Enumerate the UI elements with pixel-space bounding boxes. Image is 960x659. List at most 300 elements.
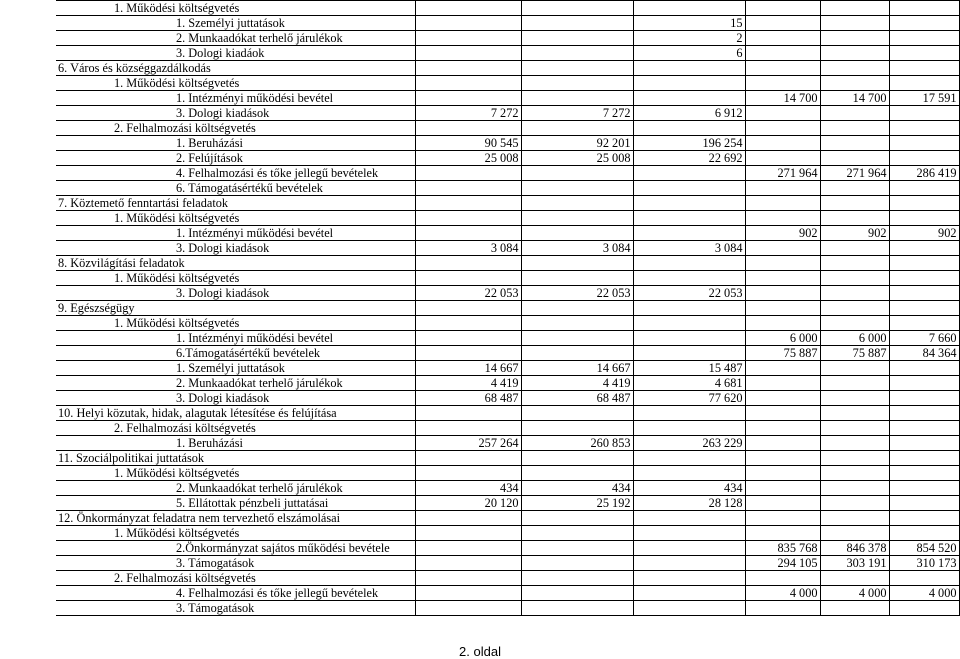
amount-cell: 68 487 <box>415 391 521 406</box>
row-label: 8. Közvilágítási feladatok <box>56 256 415 271</box>
table-row <box>56 106 959 121</box>
amount-cell <box>633 301 745 316</box>
row-label: 1. Működési költségvetés <box>56 526 415 541</box>
table-row <box>56 571 959 586</box>
table-row <box>56 286 959 301</box>
table-row <box>56 76 959 91</box>
amount-cell <box>633 586 745 601</box>
amount-cell <box>820 601 889 616</box>
amount-cell <box>521 226 633 241</box>
table-row <box>56 61 959 76</box>
table-row <box>56 241 959 256</box>
table-row <box>56 301 959 316</box>
amount-cell <box>889 526 959 541</box>
amount-cell <box>889 316 959 331</box>
table-row <box>56 541 959 556</box>
amount-cell <box>889 286 959 301</box>
amount-cell <box>745 511 820 526</box>
amount-cell <box>745 31 820 46</box>
amount-cell <box>889 436 959 451</box>
amount-cell <box>889 256 959 271</box>
amount-cell <box>745 316 820 331</box>
row-label: 3. Támogatások <box>56 601 415 616</box>
amount-cell <box>415 451 521 466</box>
row-label: 1. Működési költségvetés <box>56 1 415 16</box>
amount-cell <box>820 256 889 271</box>
amount-cell: 92 201 <box>521 136 633 151</box>
amount-cell: 4 419 <box>521 376 633 391</box>
amount-cell <box>820 376 889 391</box>
amount-cell: 286 419 <box>889 166 959 181</box>
amount-cell <box>745 376 820 391</box>
table-row <box>56 511 959 526</box>
table-row <box>56 316 959 331</box>
amount-cell <box>633 406 745 421</box>
amount-cell <box>889 481 959 496</box>
amount-cell <box>415 346 521 361</box>
amount-cell <box>415 31 521 46</box>
amount-cell <box>521 301 633 316</box>
amount-cell <box>745 1 820 16</box>
amount-cell: 68 487 <box>521 391 633 406</box>
amount-cell <box>889 376 959 391</box>
amount-cell <box>633 166 745 181</box>
amount-cell <box>415 526 521 541</box>
row-label: 3. Támogatások <box>56 556 415 571</box>
amount-cell <box>521 466 633 481</box>
amount-cell <box>415 16 521 31</box>
amount-cell: 902 <box>889 226 959 241</box>
table-row <box>56 361 959 376</box>
table-row <box>56 166 959 181</box>
amount-cell <box>889 136 959 151</box>
amount-cell <box>415 571 521 586</box>
amount-cell <box>521 61 633 76</box>
amount-cell <box>745 106 820 121</box>
amount-cell <box>521 526 633 541</box>
amount-cell: 4 000 <box>745 586 820 601</box>
row-label: 6. Támogatásértékű bevételek <box>56 181 415 196</box>
row-label: 1. Intézményi működési bevétel <box>56 91 415 106</box>
amount-cell <box>415 406 521 421</box>
amount-cell: 6 000 <box>820 331 889 346</box>
amount-cell <box>415 271 521 286</box>
table-row <box>56 586 959 601</box>
table-row <box>56 556 959 571</box>
table-row <box>56 16 959 31</box>
amount-cell: 4 419 <box>415 376 521 391</box>
table-row <box>56 121 959 136</box>
amount-cell <box>521 331 633 346</box>
amount-cell: 7 272 <box>415 106 521 121</box>
amount-cell <box>633 61 745 76</box>
amount-cell <box>415 556 521 571</box>
amount-cell <box>415 91 521 106</box>
amount-cell <box>521 91 633 106</box>
table-row <box>56 601 959 616</box>
amount-cell: 4 000 <box>889 586 959 601</box>
row-label: 10. Helyi közutak, hidak, alagutak létesítése és felújítása <box>56 406 415 421</box>
row-label: 12. Önkormányzat feladatra nem tervezhető elszámolásai <box>56 511 415 526</box>
amount-cell <box>820 136 889 151</box>
row-label: 2. Munkaadókat terhelő járulékok <box>56 31 415 46</box>
amount-cell: 17 591 <box>889 91 959 106</box>
amount-cell <box>521 46 633 61</box>
amount-cell: 2 <box>633 31 745 46</box>
amount-cell <box>820 421 889 436</box>
amount-cell <box>889 466 959 481</box>
amount-cell <box>820 451 889 466</box>
amount-cell <box>415 541 521 556</box>
amount-cell: 22 053 <box>633 286 745 301</box>
amount-cell <box>889 511 959 526</box>
amount-cell: 310 173 <box>889 556 959 571</box>
amount-cell <box>820 211 889 226</box>
amount-cell: 14 700 <box>745 91 820 106</box>
amount-cell <box>820 46 889 61</box>
amount-cell: 835 768 <box>745 541 820 556</box>
amount-cell <box>633 76 745 91</box>
amount-cell <box>889 601 959 616</box>
amount-cell <box>820 271 889 286</box>
row-label: 3. Dologi kiadáok <box>56 46 415 61</box>
amount-cell <box>745 121 820 136</box>
table-row <box>56 271 959 286</box>
amount-cell <box>889 46 959 61</box>
amount-cell <box>415 61 521 76</box>
amount-cell <box>820 466 889 481</box>
amount-cell <box>889 16 959 31</box>
row-label: 3. Dologi kiadások <box>56 106 415 121</box>
amount-cell: 25 008 <box>521 151 633 166</box>
amount-cell <box>521 166 633 181</box>
amount-cell <box>633 211 745 226</box>
amount-cell <box>415 316 521 331</box>
amount-cell <box>745 76 820 91</box>
amount-cell <box>745 196 820 211</box>
amount-cell <box>889 76 959 91</box>
amount-cell <box>889 61 959 76</box>
table-row <box>56 481 959 496</box>
amount-cell <box>521 256 633 271</box>
amount-cell: 7 272 <box>521 106 633 121</box>
amount-cell <box>889 301 959 316</box>
row-label: 2. Felújítások <box>56 151 415 166</box>
table-row <box>56 346 959 361</box>
amount-cell <box>889 391 959 406</box>
amount-cell <box>521 556 633 571</box>
amount-cell <box>521 571 633 586</box>
amount-cell <box>820 481 889 496</box>
amount-cell <box>820 61 889 76</box>
amount-cell <box>889 571 959 586</box>
amount-cell <box>745 406 820 421</box>
row-label: 1. Működési költségvetés <box>56 271 415 286</box>
amount-cell <box>521 16 633 31</box>
amount-cell <box>745 571 820 586</box>
amount-cell <box>820 436 889 451</box>
amount-cell <box>521 586 633 601</box>
amount-cell: 6 000 <box>745 331 820 346</box>
amount-cell <box>820 31 889 46</box>
amount-cell <box>820 286 889 301</box>
amount-cell: 22 692 <box>633 151 745 166</box>
amount-cell <box>889 421 959 436</box>
amount-cell <box>633 316 745 331</box>
amount-cell <box>889 406 959 421</box>
table-row <box>56 136 959 151</box>
amount-cell <box>521 451 633 466</box>
row-label: 11. Szociálpolitikai juttatások <box>56 451 415 466</box>
amount-cell: 90 545 <box>415 136 521 151</box>
table-row <box>56 331 959 346</box>
row-label: 2. Felhalmozási költségvetés <box>56 121 415 136</box>
table-row <box>56 211 959 226</box>
row-label: 1. Működési költségvetés <box>56 211 415 226</box>
amount-cell <box>820 241 889 256</box>
amount-cell: 3 084 <box>633 241 745 256</box>
amount-cell <box>521 541 633 556</box>
amount-cell <box>889 211 959 226</box>
amount-cell <box>745 271 820 286</box>
budget-table <box>56 0 960 616</box>
amount-cell: 28 128 <box>633 496 745 511</box>
amount-cell <box>820 76 889 91</box>
amount-cell <box>889 151 959 166</box>
table-row <box>56 1 959 16</box>
amount-cell <box>745 466 820 481</box>
amount-cell: 6 912 <box>633 106 745 121</box>
row-label: 1. Személyi juttatások <box>56 361 415 376</box>
row-label: 4. Felhalmozási és tőke jellegű bevételek <box>56 166 415 181</box>
row-label: 6. Város és községgazdálkodás <box>56 61 415 76</box>
amount-cell <box>415 76 521 91</box>
amount-cell <box>633 526 745 541</box>
amount-cell <box>633 466 745 481</box>
amount-cell <box>889 1 959 16</box>
table-row <box>56 496 959 511</box>
amount-cell <box>415 256 521 271</box>
amount-cell <box>415 211 521 226</box>
amount-cell <box>521 346 633 361</box>
amount-cell: 196 254 <box>633 136 745 151</box>
amount-cell <box>633 271 745 286</box>
amount-cell <box>745 391 820 406</box>
amount-cell <box>521 421 633 436</box>
row-label: 2. Munkaadókat terhelő járulékok <box>56 481 415 496</box>
row-label: 2. Felhalmozási költségvetés <box>56 421 415 436</box>
amount-cell <box>889 496 959 511</box>
table-row <box>56 406 959 421</box>
amount-cell <box>633 421 745 436</box>
row-label: 4. Felhalmozási és tőke jellegű bevételek <box>56 586 415 601</box>
table-row <box>56 181 959 196</box>
budget-table-body <box>56 1 959 616</box>
row-label: 1. Működési költségvetés <box>56 316 415 331</box>
amount-cell <box>820 1 889 16</box>
amount-cell <box>820 511 889 526</box>
row-label: 1. Működési költségvetés <box>56 76 415 91</box>
amount-cell <box>820 151 889 166</box>
table-row <box>56 526 959 541</box>
amount-cell <box>745 136 820 151</box>
table-row <box>56 391 959 406</box>
amount-cell <box>521 511 633 526</box>
amount-cell <box>633 511 745 526</box>
amount-cell <box>521 1 633 16</box>
amount-cell <box>745 481 820 496</box>
amount-cell: 257 264 <box>415 436 521 451</box>
amount-cell <box>415 466 521 481</box>
amount-cell <box>521 406 633 421</box>
amount-cell <box>415 511 521 526</box>
amount-cell <box>745 301 820 316</box>
amount-cell <box>889 121 959 136</box>
table-row <box>56 436 959 451</box>
amount-cell <box>820 316 889 331</box>
amount-cell: 263 229 <box>633 436 745 451</box>
amount-cell <box>745 496 820 511</box>
amount-cell: 15 487 <box>633 361 745 376</box>
amount-cell <box>745 256 820 271</box>
amount-cell <box>415 181 521 196</box>
amount-cell <box>415 331 521 346</box>
amount-cell: 303 191 <box>820 556 889 571</box>
amount-cell: 271 964 <box>745 166 820 181</box>
table-row <box>56 466 959 481</box>
amount-cell: 902 <box>820 226 889 241</box>
amount-cell: 4 000 <box>820 586 889 601</box>
amount-cell <box>521 196 633 211</box>
amount-cell <box>415 196 521 211</box>
amount-cell <box>415 301 521 316</box>
amount-cell <box>889 106 959 121</box>
amount-cell <box>633 331 745 346</box>
amount-cell <box>745 436 820 451</box>
amount-cell: 902 <box>745 226 820 241</box>
amount-cell <box>889 271 959 286</box>
amount-cell <box>521 601 633 616</box>
amount-cell <box>745 286 820 301</box>
row-label: 1. Működési költségvetés <box>56 466 415 481</box>
amount-cell <box>820 121 889 136</box>
row-label: 2. Felhalmozási költségvetés <box>56 571 415 586</box>
amount-cell: 294 105 <box>745 556 820 571</box>
amount-cell <box>745 211 820 226</box>
amount-cell <box>745 601 820 616</box>
table-row <box>56 421 959 436</box>
amount-cell <box>745 181 820 196</box>
page-number: 2. oldal <box>459 644 501 659</box>
amount-cell: 14 700 <box>820 91 889 106</box>
amount-cell: 3 084 <box>521 241 633 256</box>
amount-cell <box>633 541 745 556</box>
amount-cell <box>633 571 745 586</box>
row-label: 1. Beruházási <box>56 136 415 151</box>
amount-cell <box>889 241 959 256</box>
amount-cell: 854 520 <box>889 541 959 556</box>
amount-cell: 22 053 <box>521 286 633 301</box>
amount-cell <box>415 166 521 181</box>
amount-cell <box>820 391 889 406</box>
amount-cell: 15 <box>633 16 745 31</box>
row-label: 1. Beruházási <box>56 436 415 451</box>
row-label: 5. Ellátottak pénzbeli juttatásai <box>56 496 415 511</box>
amount-cell: 260 853 <box>521 436 633 451</box>
amount-cell <box>521 211 633 226</box>
table-row <box>56 91 959 106</box>
amount-cell <box>889 181 959 196</box>
amount-cell <box>633 196 745 211</box>
amount-cell <box>415 421 521 436</box>
row-label: 1. Intézményi működési bevétel <box>56 331 415 346</box>
amount-cell <box>633 256 745 271</box>
amount-cell <box>820 181 889 196</box>
amount-cell <box>521 271 633 286</box>
table-row <box>56 256 959 271</box>
amount-cell: 14 667 <box>415 361 521 376</box>
amount-cell: 20 120 <box>415 496 521 511</box>
amount-cell: 6 <box>633 46 745 61</box>
row-label: 9. Egészségügy <box>56 301 415 316</box>
row-label: 3. Dologi kiadások <box>56 241 415 256</box>
table-row <box>56 376 959 391</box>
amount-cell <box>820 301 889 316</box>
amount-cell: 25 008 <box>415 151 521 166</box>
amount-cell <box>745 241 820 256</box>
row-label: 1. Intézményi működési bevétel <box>56 226 415 241</box>
table-row <box>56 226 959 241</box>
amount-cell: 846 378 <box>820 541 889 556</box>
table-row <box>56 196 959 211</box>
amount-cell: 7 660 <box>889 331 959 346</box>
amount-cell: 3 084 <box>415 241 521 256</box>
amount-cell <box>889 451 959 466</box>
amount-cell: 434 <box>521 481 633 496</box>
amount-cell <box>820 196 889 211</box>
amount-cell <box>521 76 633 91</box>
amount-cell <box>820 361 889 376</box>
amount-cell: 22 053 <box>415 286 521 301</box>
amount-cell <box>820 406 889 421</box>
amount-cell <box>889 196 959 211</box>
row-label: 3. Dologi kiadások <box>56 391 415 406</box>
amount-cell: 77 620 <box>633 391 745 406</box>
amount-cell: 434 <box>415 481 521 496</box>
amount-cell <box>415 46 521 61</box>
row-label: 2. Munkaadókat terhelő járulékok <box>56 376 415 391</box>
amount-cell: 75 887 <box>745 346 820 361</box>
amount-cell <box>820 16 889 31</box>
amount-cell <box>820 526 889 541</box>
amount-cell <box>633 601 745 616</box>
amount-cell <box>889 31 959 46</box>
amount-cell: 434 <box>633 481 745 496</box>
amount-cell <box>745 16 820 31</box>
amount-cell <box>633 181 745 196</box>
amount-cell <box>745 151 820 166</box>
amount-cell <box>415 586 521 601</box>
amount-cell: 271 964 <box>820 166 889 181</box>
row-label: 3. Dologi kiadások <box>56 286 415 301</box>
amount-cell <box>521 31 633 46</box>
amount-cell <box>745 451 820 466</box>
amount-cell <box>633 451 745 466</box>
row-label: 6.Támogatásértékű bevételek <box>56 346 415 361</box>
amount-cell <box>415 601 521 616</box>
amount-cell <box>745 526 820 541</box>
amount-cell <box>521 316 633 331</box>
